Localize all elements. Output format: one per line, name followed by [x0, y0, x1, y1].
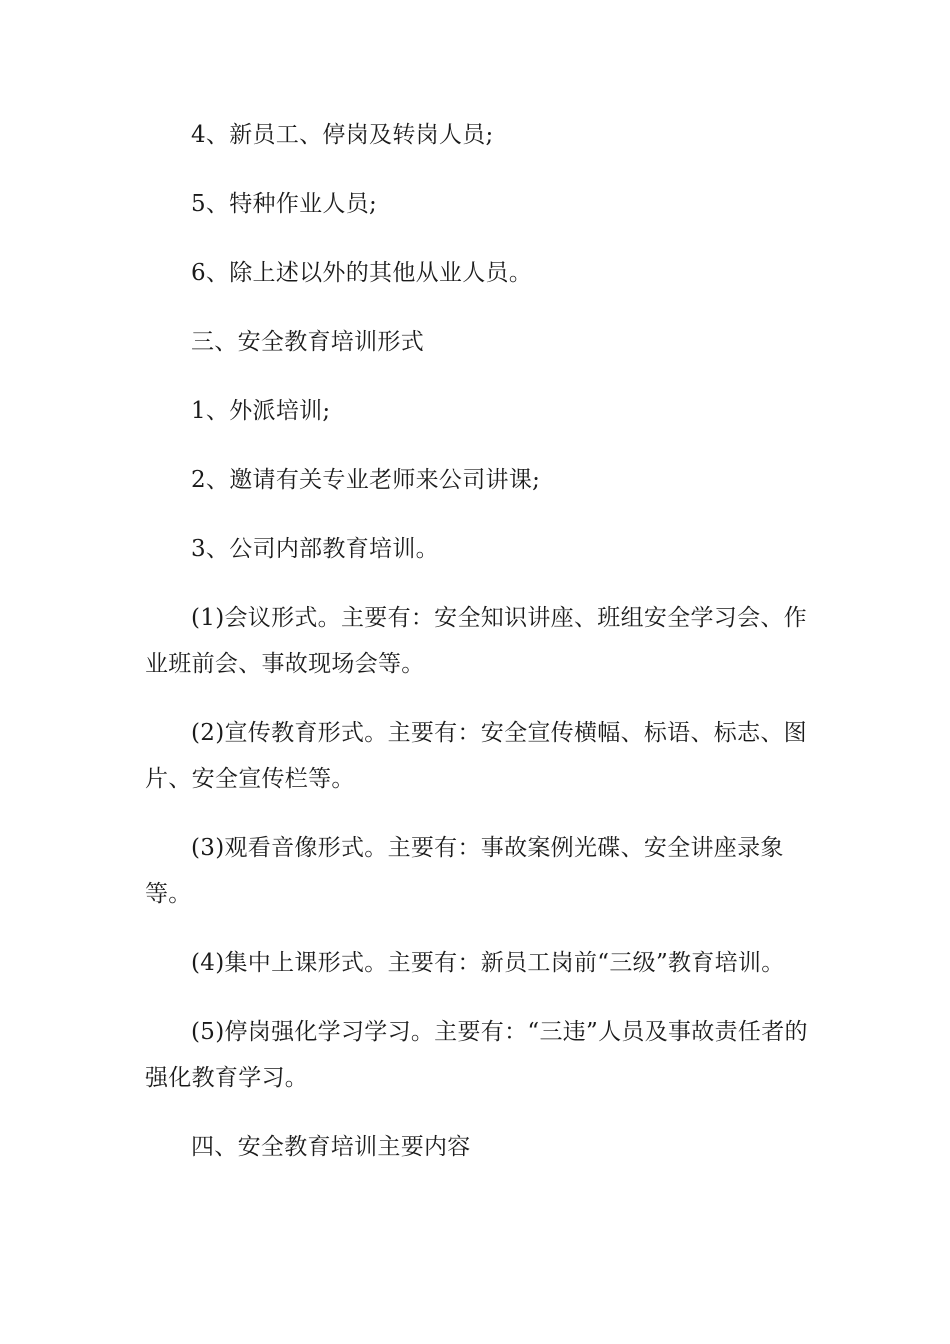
list-item-other-staff: 6、除上述以外的其他从业人员。 [191, 260, 533, 286]
section-heading-training-content: 四、安全教育培训主要内容 [191, 1134, 471, 1160]
sub-item-meeting-form: (1)会议形式。主要有：安全知识讲座、班组安全学习会、作业班前会、事故现场会等。 [145, 605, 807, 677]
document-body [145, 112, 810, 1193]
list-item-special-operators: 5、特种作业人员; [191, 191, 378, 217]
sub-item-suspension-study: (5)停岗强化学习学习。主要有：“三违”人员及事故责任者的强化教育学习。 [145, 1019, 808, 1091]
list-item-new-employees: 4、新员工、停岗及转岗人员; [191, 122, 494, 148]
sub-item-video-form: (3)观看音像形式。主要有：事故案例光碟、安全讲座录象等。 [145, 835, 784, 907]
list-item-invited-teachers: 2、邀请有关专业老师来公司讲课; [191, 467, 541, 493]
sub-item-class-form: (4)集中上课形式。主要有：新员工岗前“三级”教育培训。 [191, 950, 785, 976]
list-item-external-training: 1、外派培训; [191, 398, 331, 424]
sub-item-publicity-form: (2)宣传教育形式。主要有：安全宣传横幅、标语、标志、图片、安全宣传栏等。 [145, 720, 807, 792]
list-item-internal-training: 3、公司内部教育培训。 [191, 536, 439, 562]
section-heading-training-forms: 三、安全教育培训形式 [191, 329, 424, 355]
